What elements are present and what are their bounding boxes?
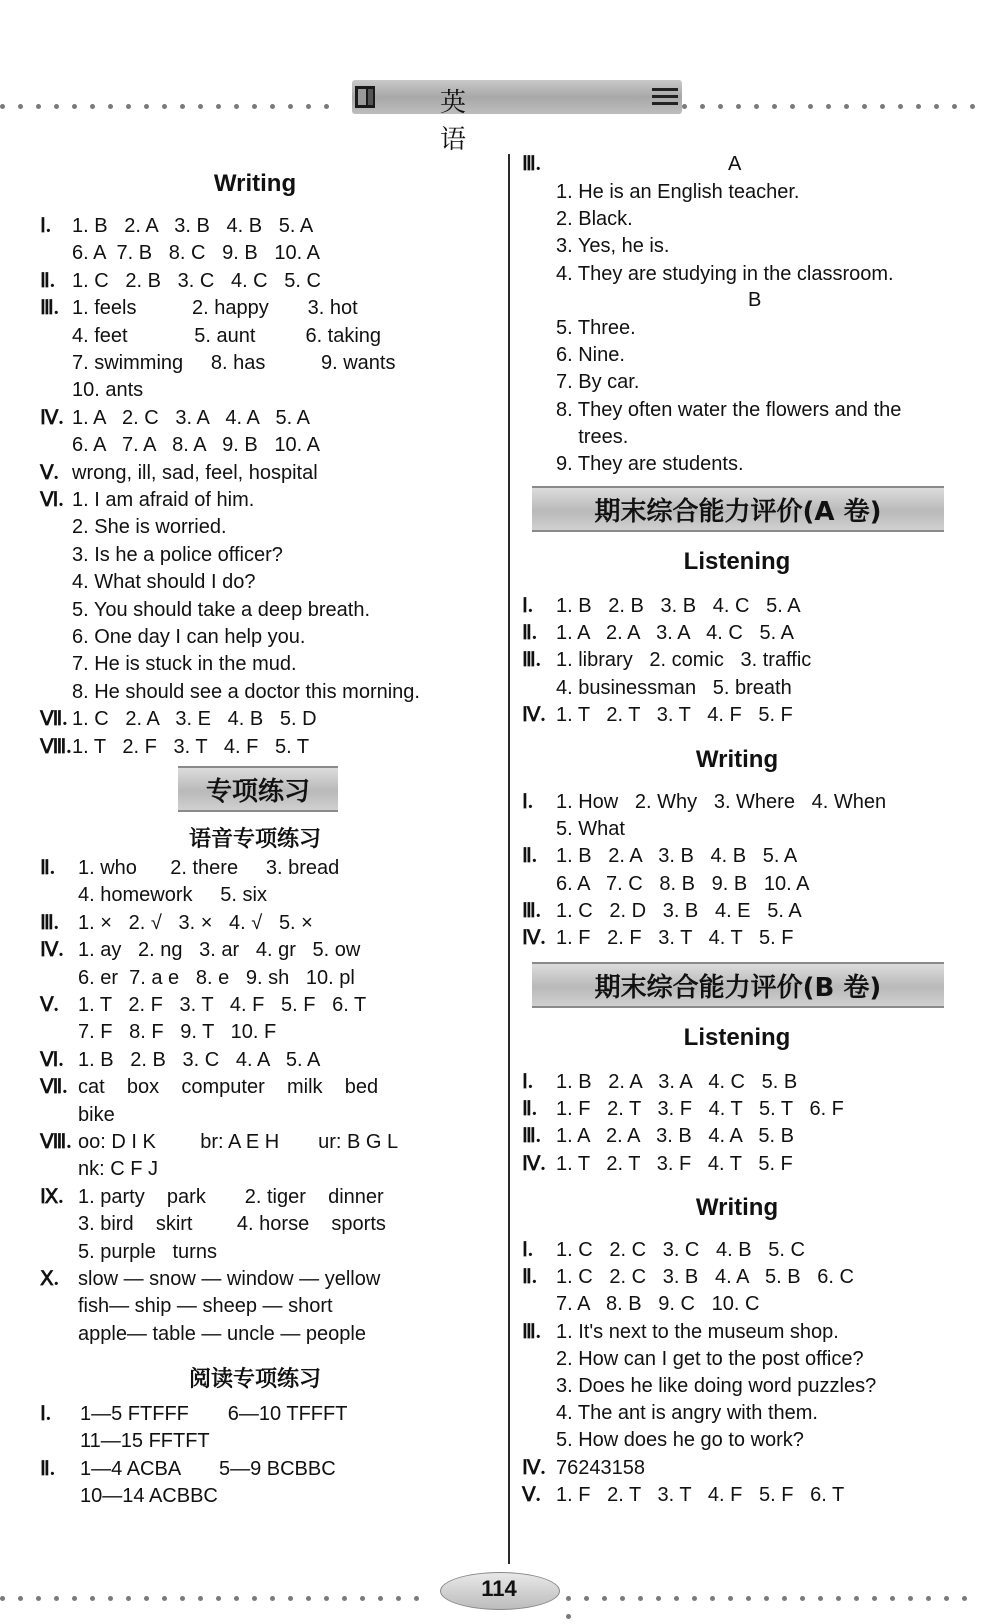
dot <box>90 104 95 109</box>
dot <box>926 1596 931 1601</box>
section-number: Ⅳ. <box>522 1456 546 1479</box>
answer-line: 1. T 2. F 3. T 4. F 5. T <box>72 735 310 758</box>
answer-line: fish— ship — sheep — short <box>78 1295 333 1318</box>
section-number: Ⅵ. <box>40 1048 64 1071</box>
dot <box>288 1596 293 1601</box>
answer-line: 1. B 2. A 3. A 4. C 5. B <box>556 1071 798 1093</box>
section-number: Ⅲ. <box>40 911 59 934</box>
part-a-label: A <box>728 153 742 175</box>
footer-dots-left <box>0 1588 440 1596</box>
answer-line: 9. They are students. <box>556 453 744 475</box>
dot <box>602 1596 607 1601</box>
dot <box>638 1596 643 1601</box>
answer-line: 10—14 ACBBC <box>80 1485 218 1508</box>
dot <box>808 104 813 109</box>
dot <box>754 104 759 109</box>
dot <box>674 1596 679 1601</box>
section-number: Ⅰ. <box>522 791 533 813</box>
section-number: Ⅷ. <box>40 1131 72 1153</box>
section-number: Ⅱ. <box>522 622 537 645</box>
dot <box>126 1596 131 1601</box>
dot <box>718 104 723 109</box>
dot <box>54 1596 59 1601</box>
dot <box>360 1596 365 1601</box>
dot <box>890 1596 895 1601</box>
answer-line: 11—15 FFTFT <box>80 1430 210 1453</box>
dot <box>126 104 131 109</box>
answer-line: 1. C 2. A 3. E 4. B 5. D <box>72 708 317 731</box>
answer-line: 5. purple turns <box>78 1240 217 1263</box>
b-writing-heading: Writing <box>695 1194 779 1221</box>
answer-line: 3. bird skirt 4. horse sports <box>78 1213 386 1236</box>
answer-line: slow — snow — window — yellow <box>78 1268 381 1290</box>
answer-line: 4. The ant is angry with them. <box>556 1402 818 1425</box>
section-number: Ⅱ. <box>522 1266 537 1289</box>
dot <box>772 104 777 109</box>
dot <box>270 1596 275 1601</box>
dot <box>692 1596 697 1601</box>
answer-line: wrong, ill, sad, feel, hospital <box>72 461 318 484</box>
answer-line: 8. They often water the flowers and the <box>556 398 902 421</box>
section-number: Ⅳ. <box>522 1152 546 1175</box>
answer-line: 2. She is worried. <box>72 516 227 539</box>
dot <box>144 1596 149 1601</box>
section-number: Ⅲ. <box>522 649 541 672</box>
section-number: Ⅶ. <box>40 1076 68 1099</box>
answer-line: 4. homework 5. six <box>78 884 267 907</box>
dot <box>566 1596 571 1601</box>
dot <box>108 1596 113 1601</box>
answer-line: cat box computer milk bed <box>78 1076 379 1099</box>
answer-line: 1. B 2. B 3. B 4. C 5. A <box>556 595 801 617</box>
section-number: Ⅰ. <box>522 1239 533 1261</box>
answer-line: trees. <box>556 425 629 448</box>
dot <box>72 104 77 109</box>
b-listening-heading: Listening <box>683 1024 791 1051</box>
answer-line: 1. F 2. T 3. T 4. F 5. F 6. T <box>556 1483 845 1506</box>
answer-line: 5. How does he go to work? <box>556 1429 804 1452</box>
section-number: Ⅳ. <box>522 703 546 726</box>
dot <box>324 1596 329 1601</box>
section-number: Ⅱ. <box>40 1457 55 1480</box>
dot <box>826 104 831 109</box>
section-number: Ⅲ. <box>522 1125 541 1148</box>
dot <box>790 104 795 109</box>
answer-line: 6. A 7. A 8. A 9. B 10. A <box>72 434 320 457</box>
page-number: 114 <box>481 1576 517 1601</box>
answer-line: 4. businessman 5. breath <box>556 676 792 699</box>
answer-line: 6. Nine. <box>556 344 625 367</box>
dot <box>108 104 113 109</box>
dot <box>818 1596 823 1601</box>
dot <box>198 104 203 109</box>
subject-title: 英 语 <box>440 88 507 155</box>
dot <box>216 1596 221 1601</box>
reading-heading: 阅读专项练习 <box>188 1367 321 1392</box>
section-number: Ⅲ. <box>522 153 541 175</box>
dot <box>934 104 939 109</box>
dot <box>0 104 5 109</box>
dot <box>656 1596 661 1601</box>
dot <box>944 1596 949 1601</box>
answer-line: 1. C 2. D 3. B 4. E 5. A <box>556 899 802 922</box>
dot <box>952 104 957 109</box>
answer-line: 1—5 FTFFF 6—10 TFFFT <box>80 1403 348 1425</box>
header-dots-left <box>0 96 348 104</box>
dot <box>414 1596 419 1601</box>
dot <box>746 1596 751 1601</box>
answer-line: 1. × 2. √ 3. × 4. √ 5. × <box>78 911 313 934</box>
answer-line: 6. One day I can help you. <box>72 626 306 648</box>
section-number: Ⅱ. <box>522 845 537 868</box>
answer-line: 76243158 <box>556 1456 645 1479</box>
dot <box>180 1596 185 1601</box>
dot <box>288 104 293 109</box>
section-number: Ⅹ. <box>40 1268 59 1290</box>
section-number: Ⅱ. <box>40 269 55 292</box>
answer-line: 3. Yes, he is. <box>556 235 670 258</box>
dot <box>782 1596 787 1601</box>
section-number: Ⅵ. <box>40 489 64 511</box>
answer-line: oo: D I K br: A E H ur: B G L <box>78 1131 399 1153</box>
a-listening-heading: Listening <box>683 548 791 575</box>
dot <box>682 104 687 109</box>
answer-line: 2. How can I get to the post office? <box>556 1347 864 1370</box>
dot <box>916 104 921 109</box>
dot <box>252 1596 257 1601</box>
answer-line: 1. A 2. C 3. A 4. A 5. A <box>72 406 310 429</box>
dot <box>962 1596 967 1601</box>
section-number: Ⅴ. <box>522 1483 541 1506</box>
dot <box>306 104 311 109</box>
dot <box>252 104 257 109</box>
dot <box>162 1596 167 1601</box>
answer-line: 1. A 2. A 3. B 4. A 5. B <box>556 1125 794 1148</box>
answer-line: apple— table — uncle — people <box>78 1322 366 1345</box>
dot <box>180 104 185 109</box>
dot <box>970 104 975 109</box>
answer-line: 7. F 8. F 9. T 10. F <box>78 1021 277 1044</box>
section-number: Ⅳ. <box>40 406 64 429</box>
dot <box>0 1596 5 1601</box>
answer-line: 1. T 2. F 3. T 4. F 5. F 6. T <box>78 994 367 1016</box>
section-number: Ⅲ. <box>522 899 541 922</box>
dot <box>736 104 741 109</box>
section-number: Ⅰ. <box>522 1071 533 1093</box>
section-number: Ⅲ. <box>40 297 59 320</box>
answer-line: nk: C F J <box>78 1158 159 1181</box>
footer-dots-right <box>566 1588 996 1596</box>
a-writing-heading: Writing <box>695 746 779 773</box>
dot <box>378 1596 383 1601</box>
answer-line: 4. They are studying in the classroom. <box>556 262 894 285</box>
answer-line: 1. library 2. comic 3. traffic <box>556 649 812 672</box>
answer-line: 5. What <box>556 818 625 841</box>
answer-line: 1. B 2. B 3. C 4. A 5. A <box>78 1048 321 1071</box>
dot <box>144 104 149 109</box>
answer-line: 1. who 2. there 3. bread <box>78 857 340 879</box>
answer-line: 10. ants <box>72 379 144 402</box>
book-icon <box>354 84 376 110</box>
answer-line: 1. T 2. T 3. T 4. F 5. F <box>556 703 793 726</box>
dot <box>880 104 885 109</box>
answer-line: 1. I am afraid of him. <box>72 489 255 511</box>
dot <box>342 1596 347 1601</box>
answer-line: 1. B 2. A 3. B 4. B 5. A <box>72 215 314 237</box>
section-number: Ⅰ. <box>40 215 51 237</box>
answer-line: 8. He should see a doctor this morning. <box>72 680 420 703</box>
dot <box>18 1596 23 1601</box>
final-test-b-banner: 期末综合能力评价(B 卷) <box>532 962 944 1008</box>
answer-line: 3. Is he a police officer? <box>72 543 283 566</box>
dot <box>836 1596 841 1601</box>
section-number: Ⅱ. <box>522 1098 537 1121</box>
dot <box>584 1596 589 1601</box>
answer-line: 6. A 7. B 8. C 9. B 10. A <box>72 242 320 265</box>
section-number: Ⅰ. <box>40 1403 51 1425</box>
answer-line: 1. B 2. A 3. B 4. B 5. A <box>556 845 798 868</box>
section-number: Ⅴ. <box>40 461 59 484</box>
dot <box>54 104 59 109</box>
dot <box>36 1596 41 1601</box>
answer-line: 1. F 2. F 3. T 4. T 5. F <box>556 927 794 949</box>
section-number: Ⅰ. <box>522 595 533 617</box>
section-number: Ⅳ. <box>522 927 546 949</box>
answer-line: 1—4 ACBA 5—9 BCBBC <box>80 1457 336 1480</box>
answer-line: 1. He is an English teacher. <box>556 181 800 203</box>
answer-line: 1. How 2. Why 3. Where 4. When <box>556 791 887 813</box>
dot <box>700 104 705 109</box>
dot <box>800 1596 805 1601</box>
menu-lines-icon <box>652 88 678 108</box>
answer-line: 6. A 7. C 8. B 9. B 10. A <box>556 872 810 895</box>
answer-line: 2. Black. <box>556 208 633 231</box>
answer-line: 1. C 2. B 3. C 4. C 5. C <box>72 269 321 292</box>
dot <box>620 1596 625 1601</box>
answer-line: 1. feels 2. happy 3. hot <box>72 297 358 320</box>
dot <box>396 1596 401 1601</box>
section-number: Ⅶ. <box>40 708 68 731</box>
answer-line: 3. Does he like doing word puzzles? <box>556 1375 877 1397</box>
dot <box>234 104 239 109</box>
dot <box>306 1596 311 1601</box>
dot <box>908 1596 913 1601</box>
dot <box>36 104 41 109</box>
dot <box>270 104 275 109</box>
dot <box>710 1596 715 1601</box>
section-number: Ⅸ. <box>40 1185 64 1208</box>
dot <box>324 104 329 109</box>
answer-line: 5. Three. <box>556 317 636 339</box>
dot <box>18 104 23 109</box>
dot <box>234 1596 239 1601</box>
dot <box>854 1596 859 1601</box>
answer-line: 7. He is stuck in the mud. <box>72 653 297 676</box>
dot <box>872 1596 877 1601</box>
header-dots-right <box>682 96 996 104</box>
answer-line: 7. By car. <box>556 371 640 394</box>
answer-line: 1. C 2. C 3. B 4. A 5. B 6. C <box>556 1266 854 1289</box>
dot <box>566 1614 571 1619</box>
answer-line: 4. What should I do? <box>72 571 256 594</box>
answer-line: 1. It's next to the museum shop. <box>556 1320 839 1343</box>
answer-line: 6. er 7. a e 8. e 9. sh 10. pl <box>78 966 355 989</box>
section-number: Ⅱ. <box>40 857 55 879</box>
dot <box>72 1596 77 1601</box>
dot <box>198 1596 203 1601</box>
answer-line: 5. You should take a deep breath. <box>72 598 371 621</box>
dot <box>898 104 903 109</box>
final-test-a-banner: 期末综合能力评价(A 卷) <box>532 486 944 532</box>
answer-line: 7. swimming 8. has 9. wants <box>72 352 396 374</box>
answer-line: 1. A 2. A 3. A 4. C 5. A <box>556 622 794 645</box>
answer-line: 1. T 2. T 3. F 4. T 5. F <box>556 1152 793 1175</box>
dot <box>216 104 221 109</box>
part-b-label: B <box>748 289 762 311</box>
special-practice-banner: 专项练习 <box>178 766 338 812</box>
section-number: Ⅳ. <box>40 939 64 962</box>
answer-line: 7. A 8. B 9. C 10. C <box>556 1293 760 1316</box>
answer-line: bike <box>78 1103 115 1126</box>
section-number: Ⅷ. <box>40 735 72 758</box>
answer-line: 1. C 2. C 3. C 4. B 5. C <box>556 1239 805 1261</box>
answer-line: 1. ay 2. ng 3. ar 4. gr 5. ow <box>78 939 361 962</box>
dot <box>162 104 167 109</box>
dot <box>90 1596 95 1601</box>
section-number: Ⅲ. <box>522 1320 541 1343</box>
answer-line: 1. party park 2. tiger dinner <box>78 1185 384 1208</box>
phonics-heading: 语音专项练习 <box>188 827 321 852</box>
column-divider <box>508 154 510 1564</box>
dot <box>764 1596 769 1601</box>
answer-line: 4. feet 5. aunt 6. taking <box>72 324 382 347</box>
answer-line: 1. F 2. T 3. F 4. T 5. T 6. F <box>556 1098 844 1121</box>
dot <box>728 1596 733 1601</box>
section-number: Ⅴ. <box>40 994 59 1016</box>
dot <box>862 104 867 109</box>
writing-heading: Writing <box>213 170 297 197</box>
dot <box>844 104 849 109</box>
